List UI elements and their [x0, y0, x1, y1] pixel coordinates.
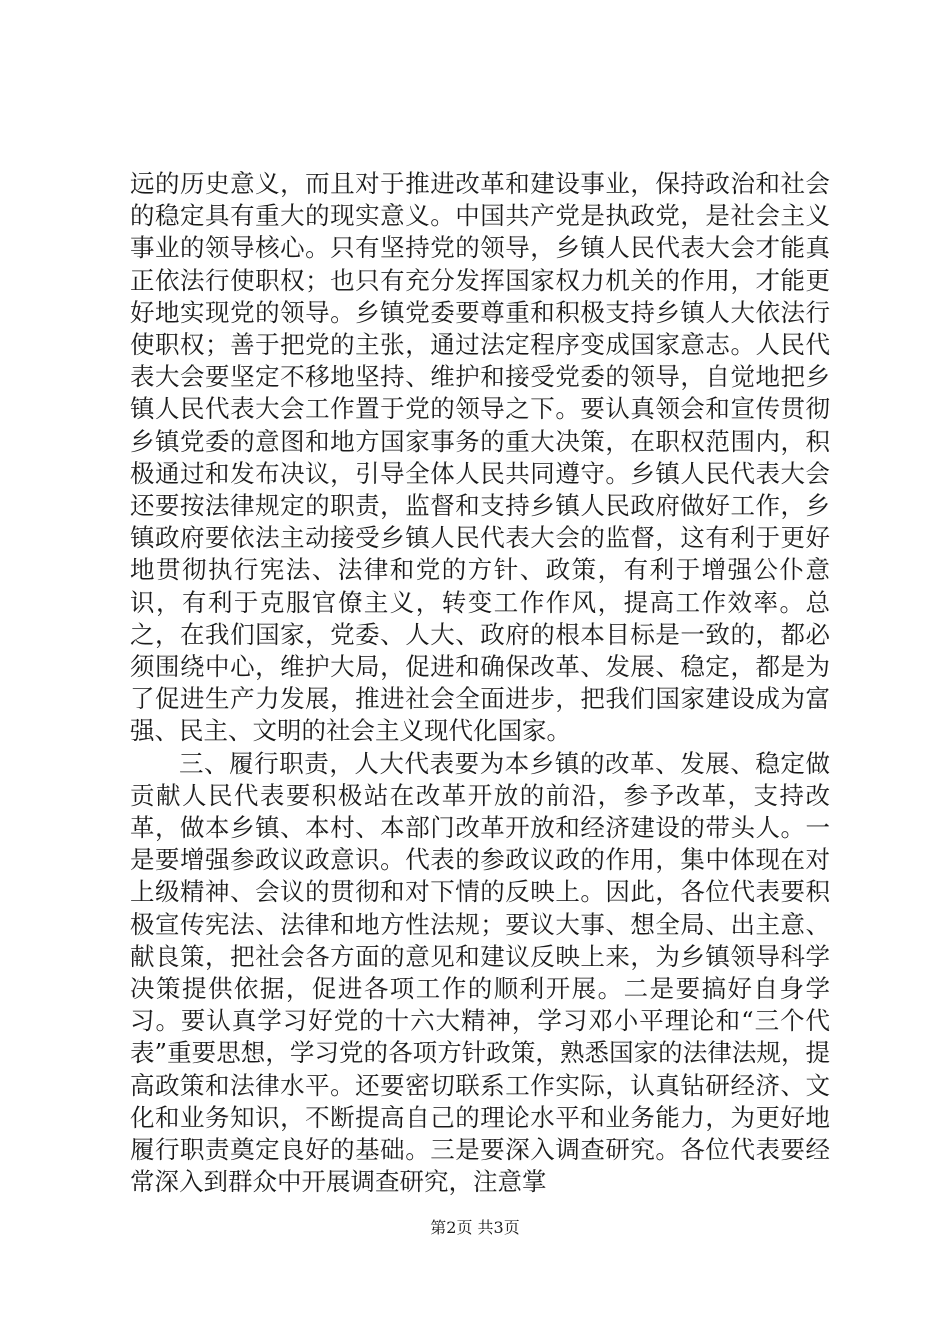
paragraph-section-three: 三、履行职责，人大代表要为本乡镇的改革、发展、稳定做贡献人民代表要积极站在改革开放的前沿，参予改革，支持改革，做本乡镇、本村、本部门改革开放和经济建设的带头人。一是要增强参政议政意识。代表的参政议政的作用，集中体现在对上级精神、会议的贯彻和对下情的反映上。因此，各位代表要积极宣传宪法、法律和地方性法规；要议大事、想全局、出主意、献良策，把社会各方面的意见和建议反映上来，为乡镇领导科学决策提供依据，促进各项工作的顺利开展。二是要搞好自身学习。要认真学习好党的十六大精神，学习邓小平理论和“三个代表”重要思想，学习党的各项方针政策，熟悉国家的法律法规，提高政策和法律水平。还要密切联系工作实际，认真钻研经济、文化和业务知识，不断提高自己的理论水平和业务能力，为更好地履行职责奠定良好的基础。三是要深入调查研究。各位代表要经常深入到群众中开展调查研究，注意掌: [130, 748, 830, 1197]
paragraph-continuation: 远的历史意义，而且对于推进改革和建设事业，保持政治和社会的稳定具有重大的现实意义。中国共产党是执政党，是社会主义事业的领导核心。只有坚持党的领导，乡镇人民代表大会才能真正依法行使职权；也只有充分发挥国家权力机关的作用，才能更好地实现党的领导。乡镇党委要尊重和积极支持乡镇人大依法行使职权；善于把党的主张，通过法定程序变成国家意志。人民代表大会要坚定不移地坚持、维护和接受党委的领导，自觉地把乡镇人民代表大会工作置于党的领导之下。要认真领会和宣传贯彻乡镇党委的意图和地方国家事务的重大决策，在职权范围内，积极通过和发布决议，引导全体人民共同遵守。乡镇人民代表大会还要按法律规定的职责，监督和支持乡镇人民政府做好工作，乡镇政府要依法主动接受乡镇人民代表大会的监督，这有利于更好地贯彻执行宪法、法律和党的方针、政策，有利于增强公仆意识，有利于克服官僚主义，转变工作作风，提高工作效率。总之，在我们国家，党委、人大、政府的根本目标是一致的，都必须围绕中心，维护大局，促进和确保改革、发展、稳定，都是为了促进生产力发展，推进社会全面进步，把我们国家建设成为富强、民主、文明的社会主义现代化国家。: [130, 169, 830, 746]
body-text: [130, 168, 830, 1199]
page-footer: 第2页 共3页: [430, 1218, 520, 1237]
